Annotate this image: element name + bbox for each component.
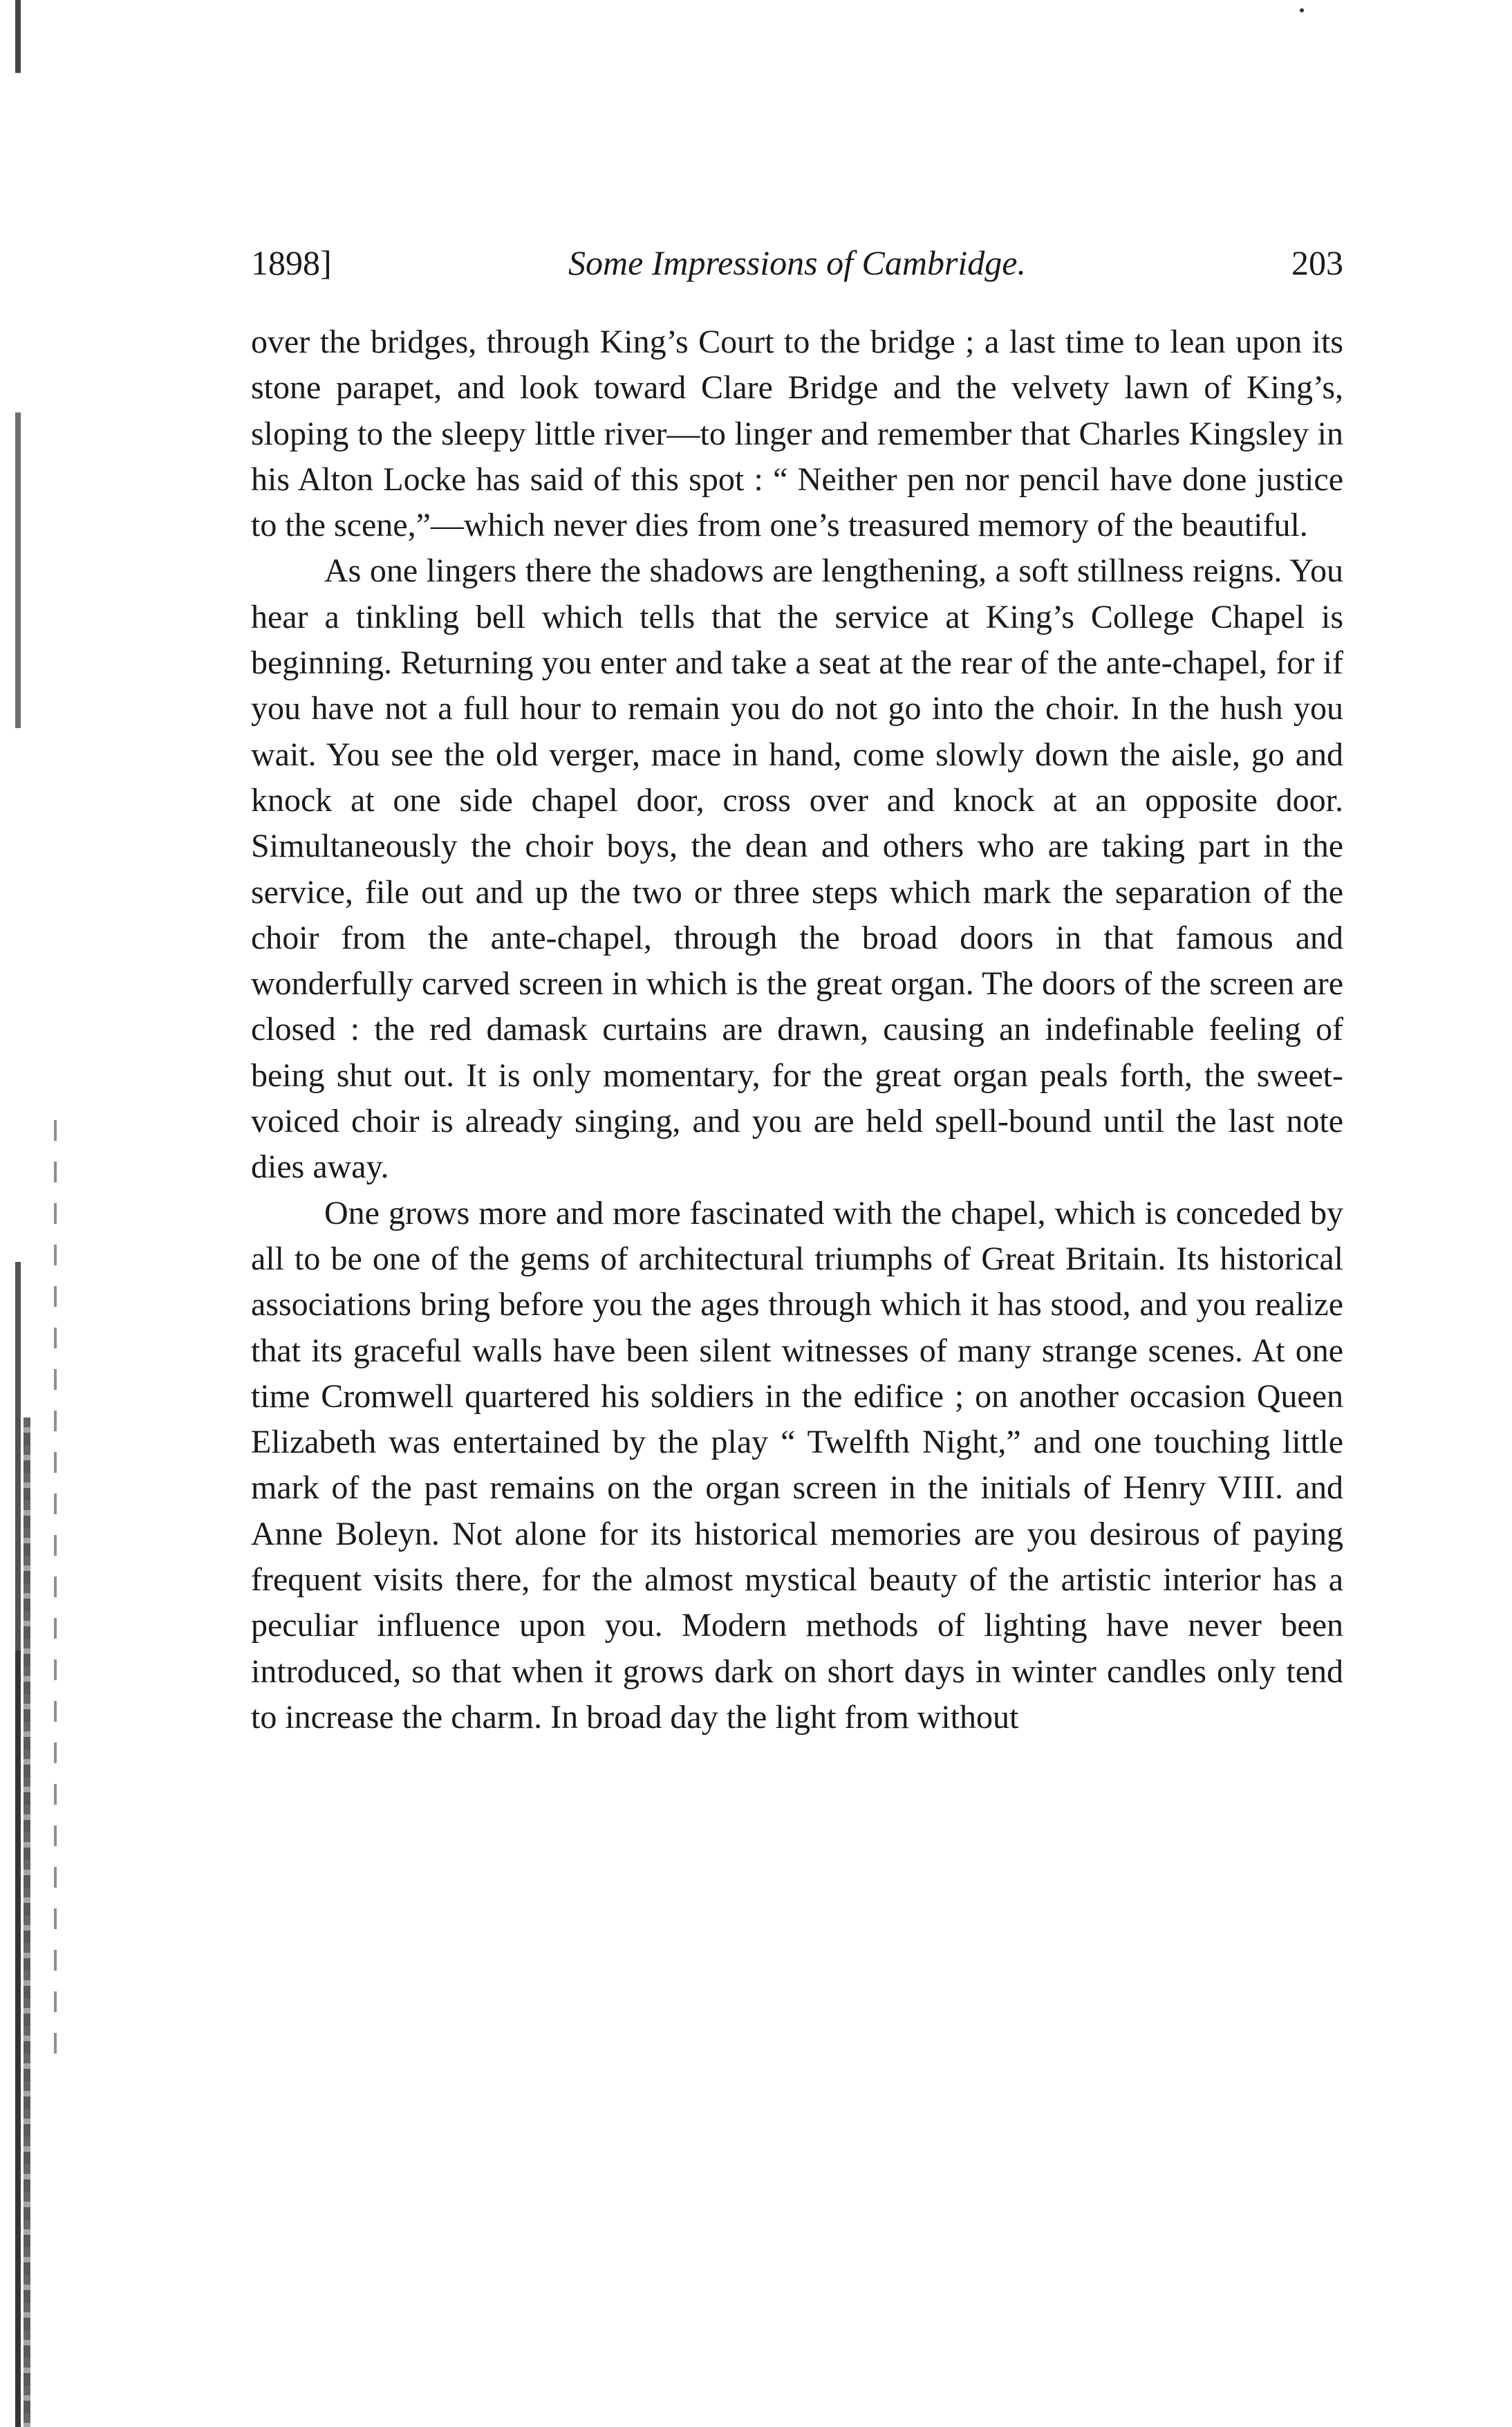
binding-edge-texture <box>24 1417 30 2427</box>
paragraph-1: over the bridges, through King’s Court to the bridge ; a last time to lean upon its stone parapet, and look toward Clare Bridge and the velvety lawn of King’s, sloping to the sleepy little river—to linger and remember that Charles Kingsley in his Alton Locke has said of this spot : “ Neither pen nor pencil have done justice to the scene,”—which never dies from one’s treasured memory of the beautiful. <box>251 324 1343 544</box>
paragraph-2: As one lingers there the shadows are lengthening, a soft stillness reigns. You hear a tinkling bell which tells that the service at King’s College Chapel is beginning. Returning you enter and take a seat at the rear of the ante-chapel, for if you have not a full hour to remain you do not go into the choir. In the hush you wait. You see the old verger, mace in hand, come slowly down the aisle, go and knock at one side chapel door, cross over and knock at an opposite door. Simultaneously the choir boys, the dean and others who are taking part in the service, file out and up the two or three steps which mark the separation of the choir from the ante-chapel, through the broad doors in that famous and wonderfully carved screen in which is the great organ. The doors of the screen are closed : the red damask curtains are drawn, causing an indefinable feeling of being shut out. It is only momentary, for the great organ peals forth, the sweet-voiced choir is already singing, and you are held spell-bound until the last note dies away. <box>251 552 1343 1186</box>
running-head <box>251 235 1343 290</box>
body-text <box>251 319 1343 1740</box>
running-head-title: Some Impressions of Cambridge. <box>568 243 1026 282</box>
running-head-year: 1898] <box>251 243 332 282</box>
scan-speck <box>1300 8 1304 12</box>
page-number: 203 <box>1291 243 1343 282</box>
paragraph-3: One grows more and more fascinated with the chapel, which is conceded by all to be one of the gems of architectural triumphs of Great Britain. Its historical associations bring before you the ages through which it has stood, and you realize that its graceful walls have been silent witnesses of many strange scenes. At one time Cromwell quartered his soldiers in the edifice ; on another occasion Queen Elizabeth was entertained by the play “ Twelfth Night,” and one touching little mark of the past remains on the organ screen in the initials of Henry VIII. and Anne Boleyn. Not alone for its historical memories are you desirous of paying frequent visits there, for the almost mystical beauty of the artistic interior has a peculiar influence upon you. Modern methods of lighting have never been introduced, so that when it grows dark on short days in winter candles only tend to increase the charm. In broad day the light from without <box>251 1194 1343 1736</box>
binding-edge-shadow <box>15 0 21 2427</box>
binding-edge-marks <box>54 1120 57 2074</box>
